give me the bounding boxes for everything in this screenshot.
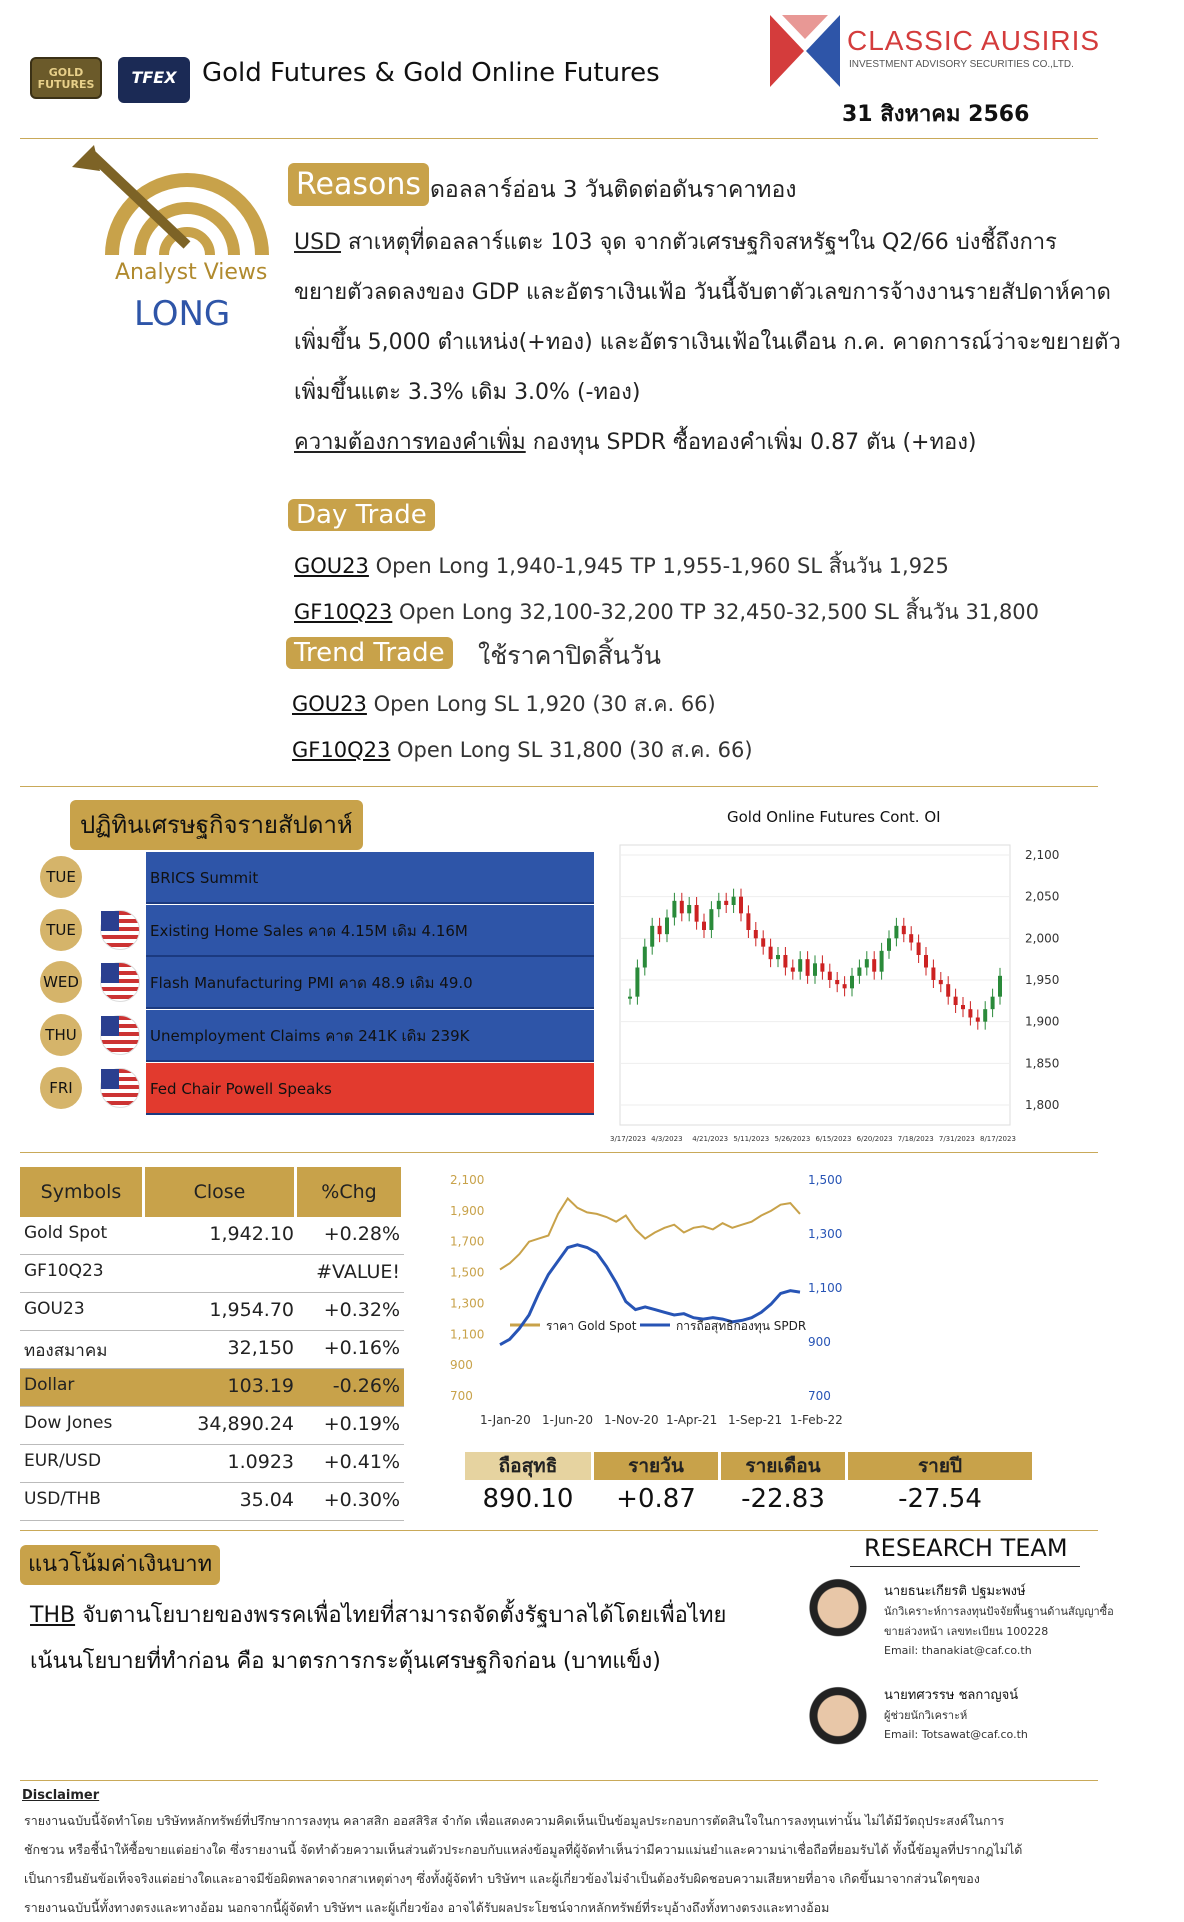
candle bbox=[665, 918, 669, 935]
candle bbox=[650, 926, 654, 947]
candle bbox=[635, 968, 639, 997]
thb-line-2: เน้นนโยบายที่ทำก่อน คือ มาตรการกระตุ้นเศรษฐกิจก่อน (บาทแข็ง) bbox=[30, 1649, 661, 1674]
y-tick-label: 900 bbox=[450, 1358, 473, 1373]
symbol-cell: GF10Q23 bbox=[24, 1261, 104, 1281]
table-row bbox=[20, 1445, 404, 1483]
trend-trade-row-1 bbox=[292, 688, 716, 721]
y-tick-label: 1,900 bbox=[1025, 1014, 1060, 1029]
calendar-event: BRICS Summit bbox=[146, 852, 594, 904]
symbols-table bbox=[20, 1167, 404, 1521]
chg-cell: +0.28% bbox=[323, 1223, 400, 1245]
plot-area bbox=[620, 845, 1010, 1125]
candle bbox=[939, 980, 943, 984]
calendar-title: ปฏิทินเศรษฐกิจรายสัปดาห์ bbox=[70, 800, 363, 850]
table-row bbox=[20, 1483, 404, 1521]
candle bbox=[909, 934, 913, 942]
candle bbox=[761, 938, 765, 946]
y-tick-label: 1,950 bbox=[1025, 973, 1060, 987]
symbol-cell: Dollar bbox=[24, 1375, 75, 1395]
candle bbox=[813, 963, 817, 976]
col-chg: %Chg bbox=[297, 1167, 401, 1217]
x-tick-label: 1-Jan-20 bbox=[480, 1413, 531, 1427]
avatar bbox=[798, 1683, 878, 1769]
us-flag-icon bbox=[100, 1015, 140, 1055]
col-close: Close bbox=[145, 1167, 294, 1217]
x-tick-label: 1-Jun-20 bbox=[542, 1413, 593, 1427]
candle bbox=[946, 984, 950, 997]
candle bbox=[880, 951, 884, 972]
us-flag-icon bbox=[100, 1068, 140, 1108]
reasons-line-5: กองทุน SPDR ซื้อทองคำเพิ่ม 0.87 ตัน (+ทอง) bbox=[525, 430, 977, 455]
usd-label: USD bbox=[294, 230, 342, 255]
candle bbox=[887, 938, 891, 951]
gold-spot-spdr-chart bbox=[450, 1160, 1010, 1430]
candle bbox=[680, 901, 684, 914]
chg-cell: +0.16% bbox=[323, 1337, 400, 1359]
thb-body bbox=[30, 1593, 726, 1685]
section-divider bbox=[20, 1780, 1098, 1781]
candle bbox=[724, 901, 728, 905]
candle bbox=[798, 959, 802, 971]
symbol-cell: Gold Spot bbox=[24, 1223, 108, 1243]
candle bbox=[702, 922, 706, 930]
chg-cell: +0.19% bbox=[323, 1413, 400, 1435]
y-tick-label: 1,900 bbox=[450, 1203, 485, 1218]
trade-text: Open Long SL 31,800 (30 ส.ค. 66) bbox=[390, 738, 753, 762]
company-subtitle: INVESTMENT ADVISORY SECURITIES CO.,LTD. bbox=[849, 59, 1074, 70]
candle bbox=[961, 1005, 965, 1009]
close-cell: 1,954.70 bbox=[209, 1299, 294, 1321]
analyst-2-name: นายทศวรรษ ชลกาญจน์ bbox=[884, 1688, 1019, 1703]
reasons-line-1: สาเหตุที่ดอลลาร์แตะ 103 จุด จากตัวเศรษฐกิจสหรัฐฯใน Q2/66 บ่งชี้ถึงการ bbox=[341, 230, 1057, 255]
report-date: 31 สิงหาคม 2566 bbox=[842, 102, 1030, 127]
y-tick-label: 1,500 bbox=[450, 1265, 485, 1280]
analyst-2-role: ผู้ช่วยนักวิเคราะห์ bbox=[884, 1709, 968, 1722]
close-cell: 35.04 bbox=[239, 1489, 294, 1511]
us-flag-icon bbox=[100, 962, 140, 1002]
day-badge: FRI bbox=[40, 1067, 82, 1109]
candle bbox=[695, 905, 699, 922]
candle bbox=[746, 913, 750, 930]
table-row bbox=[20, 1293, 404, 1331]
chg-cell: +0.41% bbox=[323, 1451, 400, 1473]
y-tick-label: 2,100 bbox=[450, 1173, 485, 1187]
candle bbox=[643, 947, 647, 968]
candle bbox=[850, 976, 854, 989]
analyst-1-email: Email: thanakiat@caf.co.th bbox=[884, 1644, 1032, 1657]
analyst-1-role: นักวิเคราะห์การลงทุนปัจจัยพื้นฐานด้านสัญญาซื้อ bbox=[884, 1605, 1114, 1618]
close-cell: 1.0923 bbox=[227, 1451, 294, 1473]
candle bbox=[931, 968, 935, 981]
x-tick-label: 1-Sep-21 bbox=[728, 1413, 783, 1427]
reasons-tag: Reasons bbox=[288, 163, 429, 206]
candle bbox=[776, 955, 780, 959]
candle bbox=[672, 901, 676, 918]
x-tick-label: 3/17/2023 bbox=[610, 1135, 646, 1143]
classic-ausiris-logo-icon bbox=[770, 15, 840, 87]
disclaimer-line-2: ชักชวน หรือชี้นำให้ซื้อขายแต่อย่างใด ซึ่งรายงานนี้ จัดทำด้วยความเห็นส่วนตัวประกอบกับแหล่งข้อมูลที่ผู้จัดทำเห็นว่ามีความแม่นยำและความน่าเชื่อถือที่ยอมรับได้ ทั้งนี้ข้อมูลที่ปรากฎไม่ได้ bbox=[24, 1842, 1023, 1857]
disclaimer-title: Disclaimer bbox=[22, 1788, 100, 1803]
trade-text: Open Long 32,100-32,200 TP 32,450-32,500 SL สิ้นวัน 31,800 bbox=[392, 600, 1040, 624]
y2-tick-label: 1,100 bbox=[808, 1281, 843, 1295]
close-cell: 1,942.10 bbox=[209, 1223, 294, 1245]
y2-tick-label: 1,300 bbox=[808, 1227, 843, 1241]
thb-label: THB bbox=[30, 1603, 76, 1628]
disclaimer-text bbox=[24, 1806, 1022, 1922]
candle bbox=[791, 968, 795, 972]
candle bbox=[968, 1009, 972, 1017]
legend-label: ราคา Gold Spot bbox=[546, 1319, 637, 1333]
analyst-views-caption: Analyst Views bbox=[115, 260, 268, 285]
trend-trade-note: ใช้ราคาปิดสิ้นวัน bbox=[478, 641, 661, 670]
x-tick-label: 1-Nov-20 bbox=[604, 1413, 659, 1427]
legend-label: การถือสุทธิกองทุน SPDR bbox=[676, 1319, 807, 1333]
y-tick-label: 1,300 bbox=[450, 1296, 485, 1311]
day-trade-tag: Day Trade bbox=[288, 499, 435, 531]
candle bbox=[769, 947, 773, 960]
symbol-label: GF10Q23 bbox=[292, 738, 391, 762]
section-divider bbox=[20, 1152, 1098, 1153]
calendar-event: Fed Chair Powell Speaks bbox=[146, 1063, 594, 1115]
candle bbox=[843, 984, 847, 988]
table-row bbox=[20, 1255, 404, 1293]
candle bbox=[828, 972, 832, 980]
candle bbox=[976, 1018, 980, 1022]
day-trade-row-1 bbox=[294, 550, 949, 583]
y-tick-label: 1,850 bbox=[1025, 1056, 1060, 1071]
day-badge: WED bbox=[40, 961, 82, 1003]
symbol-label: GF10Q23 bbox=[294, 600, 393, 624]
tfex-logo: TFEX bbox=[118, 57, 190, 103]
table-row bbox=[20, 1407, 404, 1445]
holdings-header: รายวัน bbox=[594, 1452, 718, 1480]
symbol-cell: USD/THB bbox=[24, 1489, 101, 1509]
holdings-header: ถือสุทธิ bbox=[465, 1452, 591, 1480]
day-trade-row-2 bbox=[294, 596, 1039, 629]
reasons-headline: ดอลลาร์อ่อน 3 วันติดต่อดันราคาทอง bbox=[430, 177, 797, 203]
research-team-title: RESEARCH TEAM bbox=[864, 1534, 1068, 1562]
candle bbox=[783, 955, 787, 968]
chg-cell: +0.30% bbox=[323, 1489, 400, 1511]
y-tick-label: 1,100 bbox=[450, 1327, 485, 1342]
y2-tick-label: 700 bbox=[808, 1389, 831, 1403]
series-line bbox=[500, 1199, 800, 1270]
trade-text: Open Long SL 1,920 (30 ส.ค. 66) bbox=[366, 692, 716, 716]
close-cell: 103.19 bbox=[227, 1375, 294, 1397]
x-tick-label: 4/3/2023 bbox=[651, 1135, 683, 1143]
candle bbox=[687, 905, 691, 913]
x-tick-label: 4/21/2023 bbox=[692, 1135, 729, 1143]
candle bbox=[857, 968, 861, 976]
day-badge: TUE bbox=[40, 856, 82, 898]
y-tick-label: 700 bbox=[450, 1389, 473, 1403]
trend-trade-tag: Trend Trade bbox=[286, 637, 453, 669]
table-body bbox=[20, 1217, 404, 1521]
symbol-label: GOU23 bbox=[292, 692, 367, 716]
candle bbox=[835, 980, 839, 984]
candle bbox=[872, 959, 876, 971]
col-symbols: Symbols bbox=[20, 1167, 142, 1217]
disclaimer-line-4: รายงานฉบับนี้ทั้งทางตรงและทางอ้อม นอกจากนี้ผู้จัดทำ บริษัทฯ และผู้เกี่ยวข้อง อาจได้รับผลประโยชน์จากหลักทรัพย์ที่ระบุอ้างถึงทั้งทางตรงและทางอ้อม bbox=[24, 1900, 830, 1915]
candle bbox=[732, 897, 736, 905]
gold-online-futures-chart bbox=[600, 835, 1090, 1143]
table-header bbox=[20, 1167, 404, 1217]
candle bbox=[865, 959, 869, 967]
reasons-body bbox=[294, 218, 1121, 468]
symbol-cell: ทองสมาคม bbox=[24, 1341, 108, 1361]
candle bbox=[806, 959, 810, 976]
y-tick-label: 1,800 bbox=[1025, 1098, 1060, 1112]
trend-trade-row-2 bbox=[292, 734, 753, 767]
holdings-value: 890.10 bbox=[482, 1484, 574, 1514]
us-flag-icon bbox=[100, 910, 140, 950]
candle bbox=[820, 963, 824, 971]
chg-cell: -0.26% bbox=[332, 1375, 400, 1397]
candle bbox=[628, 997, 632, 999]
disclaimer-line-3: เป็นการยืนยันข้อเท็จจริงแต่อย่างใดและอาจมีข้อผิดพลาดจากสาเหตุต่างๆ ซึ่งทั้งผู้จัดทำ บริษัทฯ และผู้เกี่ยวข้องไม่จำเป็นต้องรับผิดชอบความเสียหายที่อาจ เกิดขึ้นมาจากส่วนใดๆของ bbox=[24, 1871, 980, 1886]
candle bbox=[739, 897, 743, 914]
reasons-line-3: เพิ่มขึ้น 5,000 ตำแหน่ง(+ทอง) และอัตราเงินเฟ้อในเดือน ก.ค. คาดการณ์ว่าจะขยายตัว bbox=[294, 330, 1121, 355]
symbol-cell: EUR/USD bbox=[24, 1451, 102, 1471]
y2-tick-label: 1,500 bbox=[808, 1173, 843, 1187]
analyst-2-email: Email: Totsawat@caf.co.th bbox=[884, 1728, 1028, 1741]
candle bbox=[717, 901, 721, 909]
analyst-1-name: นายธนะเกียรติ ปฐมะพงษ์ bbox=[884, 1584, 1026, 1599]
chg-cell: #VALUE! bbox=[316, 1261, 400, 1283]
symbol-cell: Dow Jones bbox=[24, 1413, 113, 1433]
section-divider bbox=[20, 1530, 1098, 1531]
candle bbox=[991, 997, 995, 1010]
y-tick-label: 2,050 bbox=[1025, 889, 1060, 904]
candle bbox=[998, 976, 1002, 997]
gold-futures-logo: GOLD FUTURES bbox=[30, 57, 102, 99]
thb-line-1: จับตานโยบายของพรรคเพื่อไทยที่สามารถจัดตั้งรัฐบาลได้โดยเพื่อไทย bbox=[75, 1603, 727, 1628]
analyst-1-role-2: ขายล่วงหน้า เลขทะเบียน 100228 bbox=[884, 1625, 1049, 1638]
table-row bbox=[20, 1331, 404, 1369]
close-cell: 32,150 bbox=[227, 1337, 294, 1359]
table-row bbox=[20, 1217, 404, 1255]
symbol-label: GOU23 bbox=[294, 554, 369, 578]
calendar-event: Unemployment Claims คาด 241K เดิม 239K bbox=[146, 1010, 594, 1062]
y-tick-label: 1,700 bbox=[450, 1234, 485, 1249]
x-tick-label: 7/18/2023 bbox=[897, 1135, 934, 1143]
header-divider bbox=[20, 138, 1098, 139]
x-tick-label: 6/15/2023 bbox=[815, 1135, 852, 1143]
x-tick-label: 5/11/2023 bbox=[733, 1135, 770, 1143]
x-tick-label: 6/20/2023 bbox=[856, 1135, 893, 1143]
chg-cell: +0.32% bbox=[323, 1299, 400, 1321]
holdings-header: รายปี bbox=[848, 1452, 1032, 1480]
candle bbox=[954, 997, 958, 1005]
candle bbox=[709, 909, 713, 930]
candle bbox=[902, 926, 906, 934]
y-tick-label: 2,000 bbox=[1025, 931, 1060, 946]
x-tick-label: 7/31/2023 bbox=[938, 1135, 975, 1143]
page-title: Gold Futures & Gold Online Futures bbox=[202, 58, 660, 88]
calendar-event: Flash Manufacturing PMI คาด 48.9 เดิม 49.0 bbox=[146, 957, 594, 1009]
thb-tag: แนวโน้มค่าเงินบาท bbox=[20, 1545, 220, 1585]
symbol-cell: GOU23 bbox=[24, 1299, 85, 1319]
holdings-header: รายเดือน bbox=[721, 1452, 845, 1480]
calendar-event: Existing Home Sales คาด 4.15M เดิม 4.16M bbox=[146, 905, 594, 957]
day-badge: THU bbox=[40, 1014, 82, 1056]
candle bbox=[924, 955, 928, 968]
x-tick-label: 1-Feb-22 bbox=[790, 1413, 843, 1427]
y2-tick-label: 900 bbox=[808, 1335, 831, 1349]
y-tick-label: 2,100 bbox=[1025, 848, 1060, 862]
candle bbox=[917, 943, 921, 956]
x-tick-label: 5/26/2023 bbox=[774, 1135, 811, 1143]
reasons-line-2: ขยายตัวลดลงของ GDP และอัตราเงินเฟ้อ วันนี้จับตาตัวเลขการจ้างงานรายสัปดาห์คาด bbox=[294, 280, 1111, 305]
day-badge: TUE bbox=[40, 909, 82, 951]
demand-label: ความต้องการทองคำเพิ่ม bbox=[294, 430, 526, 455]
analyst-stance: LONG bbox=[134, 294, 231, 334]
candle bbox=[894, 926, 898, 939]
x-tick-label: 8/17/2023 bbox=[980, 1135, 1016, 1143]
target-arrow-icon bbox=[72, 145, 272, 275]
trade-text: Open Long 1,940-1,945 TP 1,955-1,960 SL สิ้นวัน 1,925 bbox=[368, 554, 949, 578]
close-cell: 34,890.24 bbox=[197, 1413, 294, 1435]
table-row bbox=[20, 1369, 404, 1407]
holdings-value: -27.54 bbox=[898, 1484, 982, 1514]
holdings-value: -22.83 bbox=[741, 1484, 825, 1514]
candle bbox=[754, 930, 758, 938]
company-name: CLASSIC AUSIRIS bbox=[847, 25, 1101, 56]
x-tick-label: 1-Apr-21 bbox=[666, 1413, 718, 1427]
research-underline bbox=[850, 1566, 1080, 1567]
reasons-line-4: เพิ่มขึ้นแตะ 3.3% เดิม 3.0% (-ทอง) bbox=[294, 380, 641, 405]
candle bbox=[983, 1009, 987, 1022]
section-divider bbox=[20, 786, 1098, 787]
avatar bbox=[798, 1575, 878, 1661]
candle bbox=[658, 926, 662, 934]
disclaimer-line-1: รายงานฉบับนี้จัดทำโดย บริษัทหลักทรัพย์ที่ปรึกษาการลงทุน คลาสสิก ออสสิริส จำกัด เพื่อแสดงความคิดเห็นเป็นข้อมูลประกอบการตัดสินใจในการลงทุนเท่านั้น ไม่ได้มีวัตถุประสงค์ในการ bbox=[24, 1813, 1005, 1828]
chart-oi-title: Gold Online Futures Cont. OI bbox=[727, 808, 941, 826]
holdings-value: +0.87 bbox=[616, 1484, 696, 1514]
